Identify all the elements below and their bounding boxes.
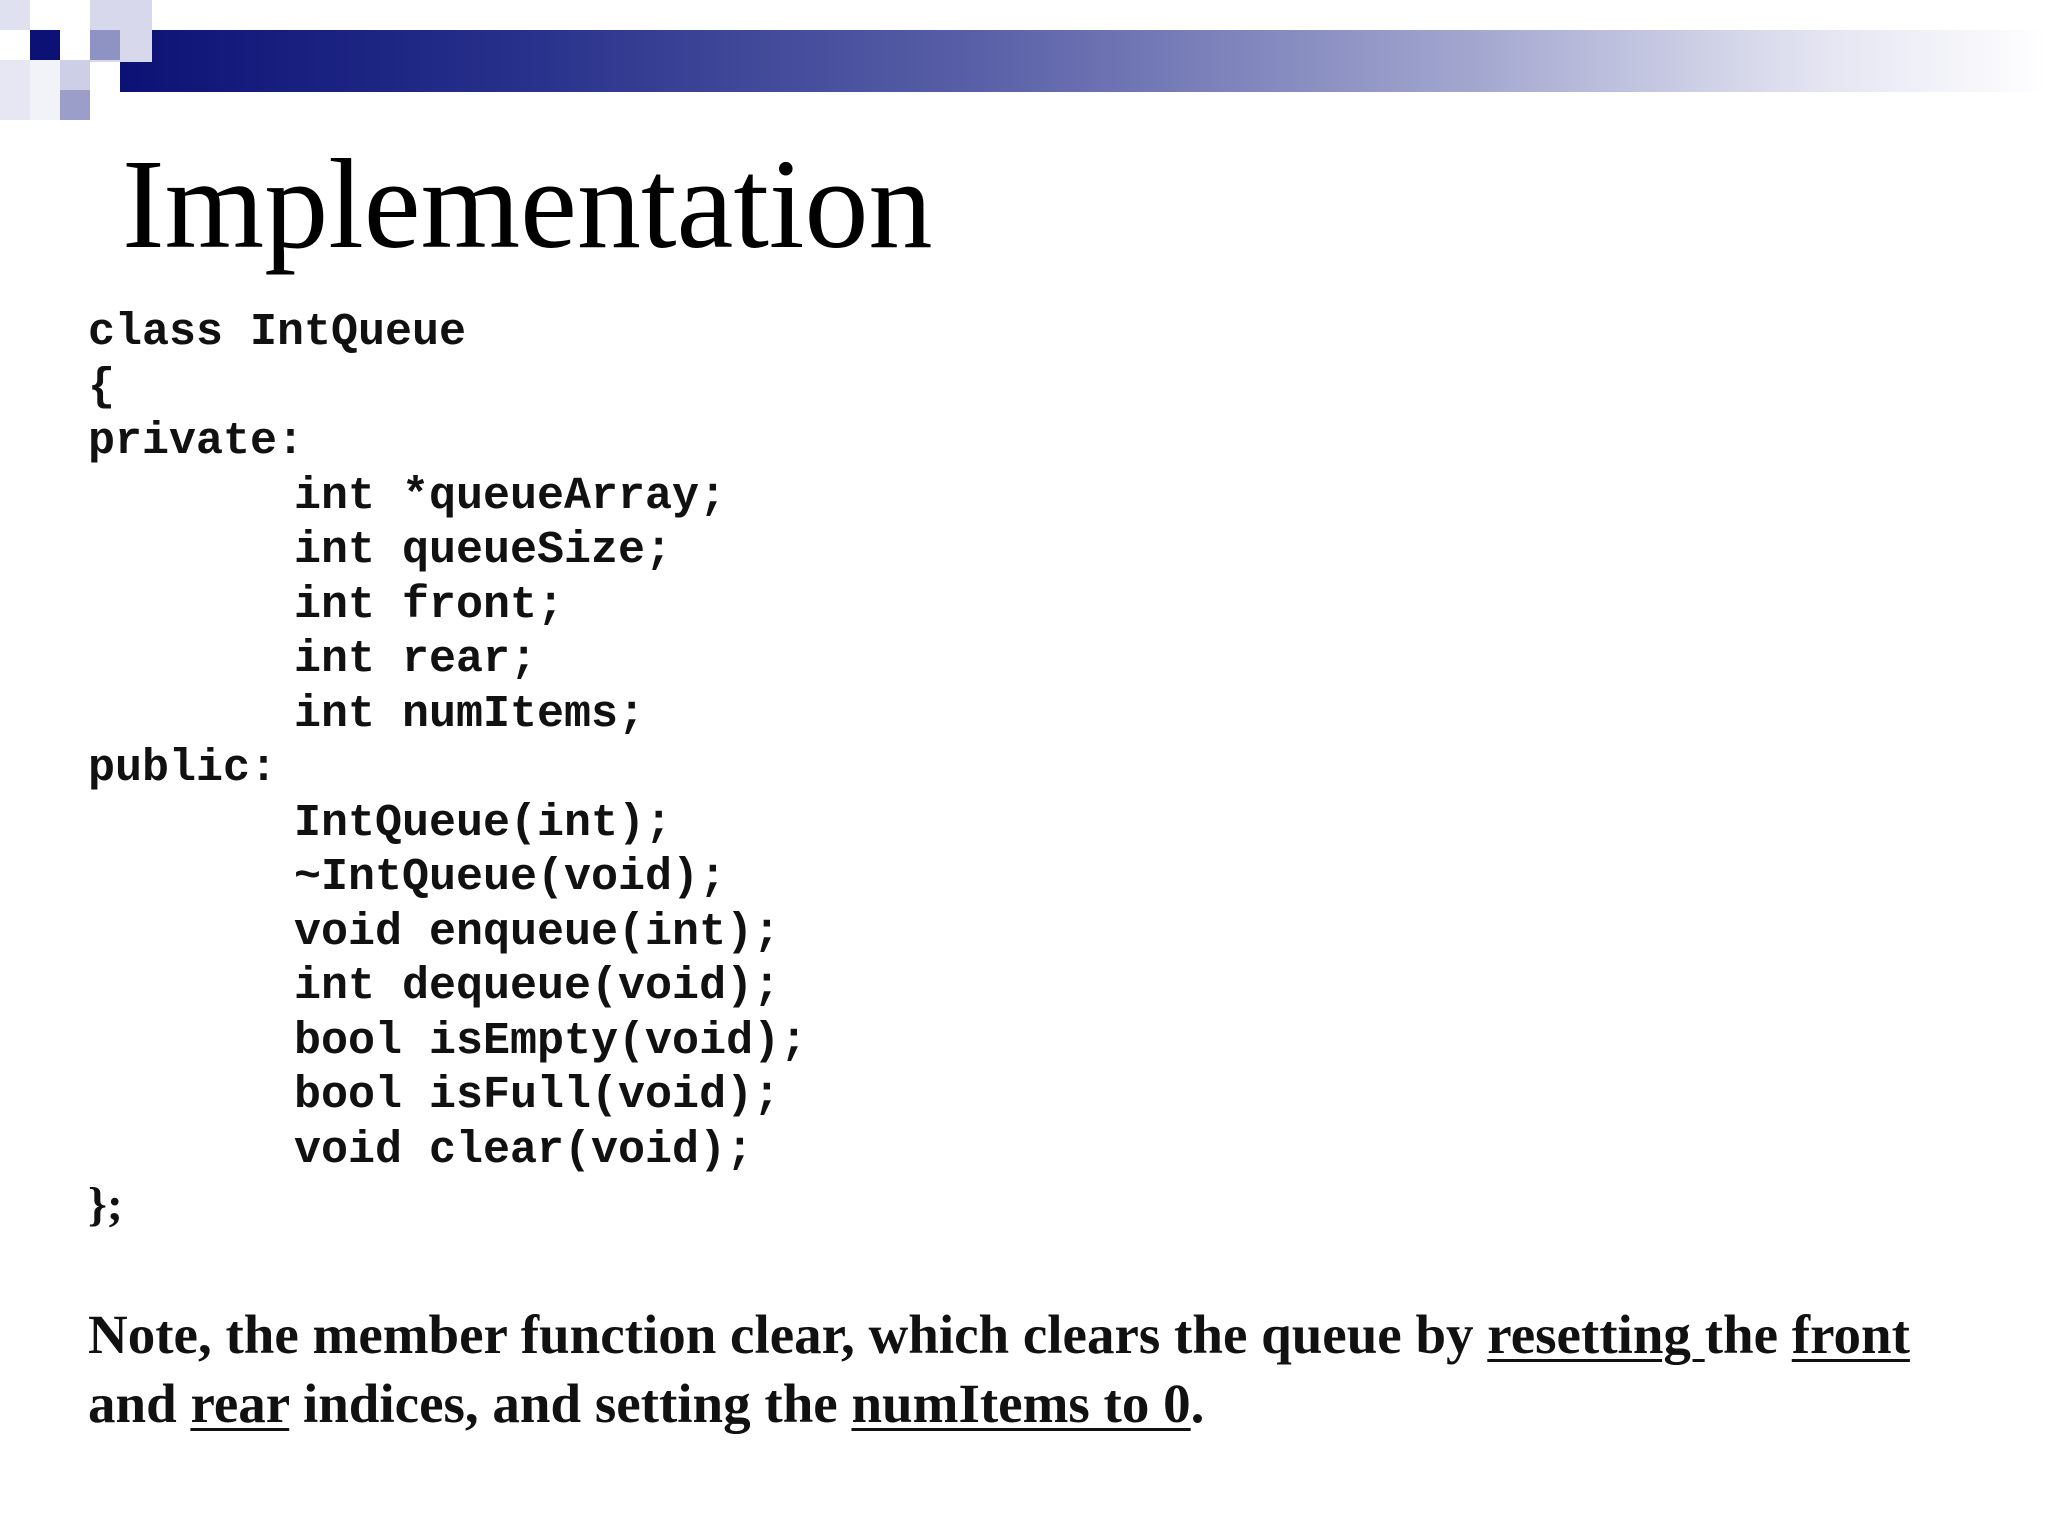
note-text: the — [1704, 1304, 1792, 1365]
note-text: . — [1190, 1373, 1205, 1434]
header-gradient-bar — [120, 30, 2048, 92]
code-line: int rear; — [294, 634, 538, 685]
note-text: indices, and setting the — [289, 1373, 852, 1434]
code-line: }; — [88, 1178, 123, 1231]
decor-square — [60, 90, 90, 120]
code-line: int front; — [294, 579, 565, 631]
code-line: bool isFull(void); — [294, 1070, 781, 1121]
code-block — [88, 306, 807, 1233]
code-line: int queueSize; — [294, 525, 673, 576]
code-line: { — [88, 361, 116, 413]
code-line: void enqueue(int); — [294, 906, 781, 958]
code-line: void clear(void); — [294, 1124, 754, 1176]
note-underlined-text: rear — [190, 1373, 290, 1434]
code-line: IntQueue(int); — [294, 797, 673, 849]
code-line: int numItems; — [294, 688, 646, 740]
decor-square — [90, 30, 120, 60]
slide-title: Implementation — [122, 133, 933, 275]
note-text: Note, the member function clear, which clears the queue by — [88, 1304, 1488, 1365]
code-line: int *queueArray; — [294, 470, 727, 522]
note-underlined-text: resetting — [1487, 1304, 1705, 1365]
note-underlined-text: front — [1791, 1304, 1910, 1365]
code-line: ~IntQueue(void); — [294, 852, 727, 903]
decor-square — [30, 60, 60, 120]
note-text: and — [88, 1373, 191, 1434]
decor-square — [0, 60, 30, 120]
code-line: public: — [88, 743, 278, 794]
code-line: bool isEmpty(void); — [294, 1015, 808, 1067]
decor-square — [30, 30, 60, 60]
code-line: private: — [88, 416, 305, 467]
code-line: int dequeue(void); — [294, 961, 781, 1012]
decor-square — [0, 0, 30, 30]
note-paragraph — [88, 1300, 1988, 1438]
code-line: class IntQueue — [88, 307, 467, 358]
note-underlined-text: numItems to 0 — [851, 1373, 1191, 1434]
